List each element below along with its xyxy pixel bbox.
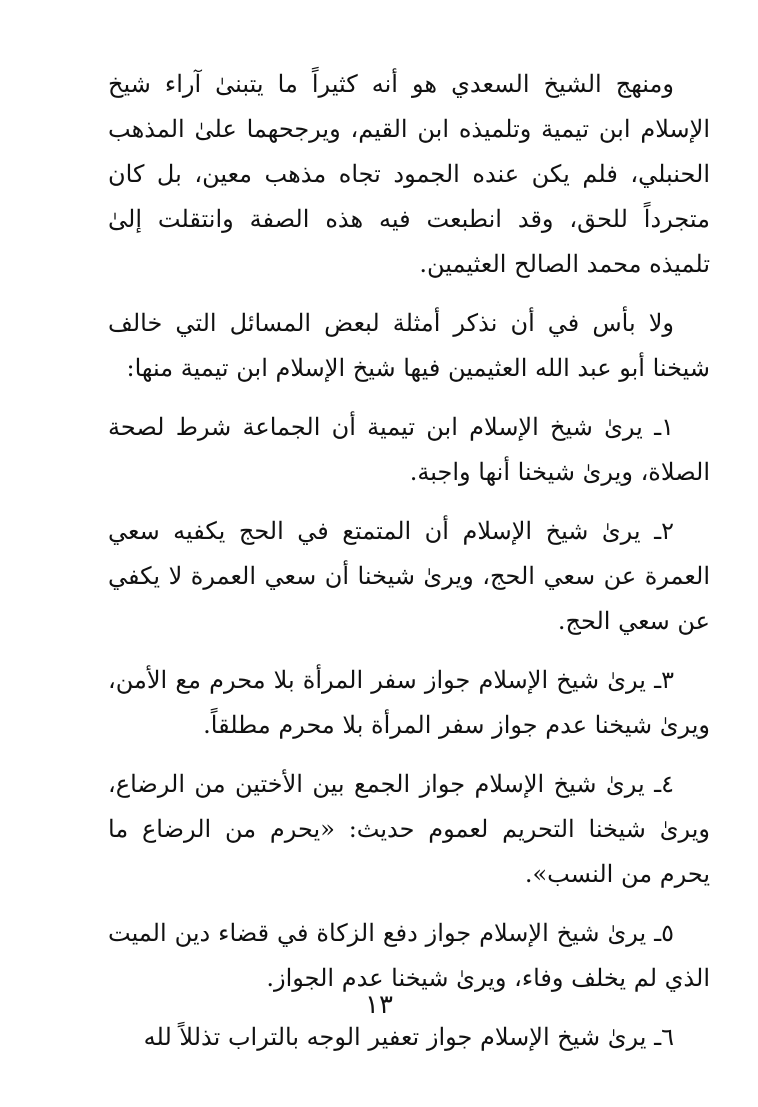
paragraph-examples-lead: ولا بأس في أن نذكر أمثلة لبعض المسائل التي خالف شيخنا أبو عبد الله العثيمين فيها شيخ الإسلام ابن تيمية منها: <box>108 309 710 382</box>
list-item-6: ٦ـ يرىٰ شيخ الإسلام جواز تعفير الوجه بالتراب تذللاً لله <box>143 1023 674 1051</box>
list-item-3: ٣ـ يرىٰ شيخ الإسلام جواز سفر المرأة بلا محرم مع الأمن، ويرىٰ شيخنا عدم جواز سفر المرأة بلا محرم مطلقاً. <box>108 666 710 739</box>
list-item-2: ٢ـ يرىٰ شيخ الإسلام أن المتمتع في الحج يكفيه سعي العمرة عن سعي الحج، ويرىٰ شيخنا أن سعي العمرة لا يكفي عن سعي الحج. <box>108 517 710 635</box>
list-item-1: ١ـ يرىٰ شيخ الإسلام ابن تيمية أن الجماعة شرط لصحة الصلاة، ويرىٰ شيخنا أنها واجبة. <box>108 413 710 486</box>
list-item-4: ٤ـ يرىٰ شيخ الإسلام جواز الجمع بين الأختين من الرضاع، ويرىٰ شيخنا التحريم لعموم حديث: «يحرم من الرضاع ما يحرم من النسب». <box>108 770 710 888</box>
body-text <box>108 62 710 1070</box>
page-number: ١٣ <box>365 990 393 1020</box>
list-item-5: ٥ـ يرىٰ شيخ الإسلام جواز دفع الزكاة في قضاء دين الميت الذي لم يخلف وفاء، ويرىٰ شيخنا عدم الجواز. <box>108 919 710 992</box>
paragraph-intro: ومنهج الشيخ السعدي هو أنه كثيراً ما يتبنىٰ آراء شيخ الإسلام ابن تيمية وتلميذه ابن القيم، ويرجحهما علىٰ المذهب الحنبلي، فلم يكن عنده الجمود تجاه مذهب معين، بل كان متجرداً للحق، وقد انطبعت فيه هذه الصفة وانتقلت إلىٰ تلميذه محمد الصالح العثيمين. <box>108 70 710 278</box>
